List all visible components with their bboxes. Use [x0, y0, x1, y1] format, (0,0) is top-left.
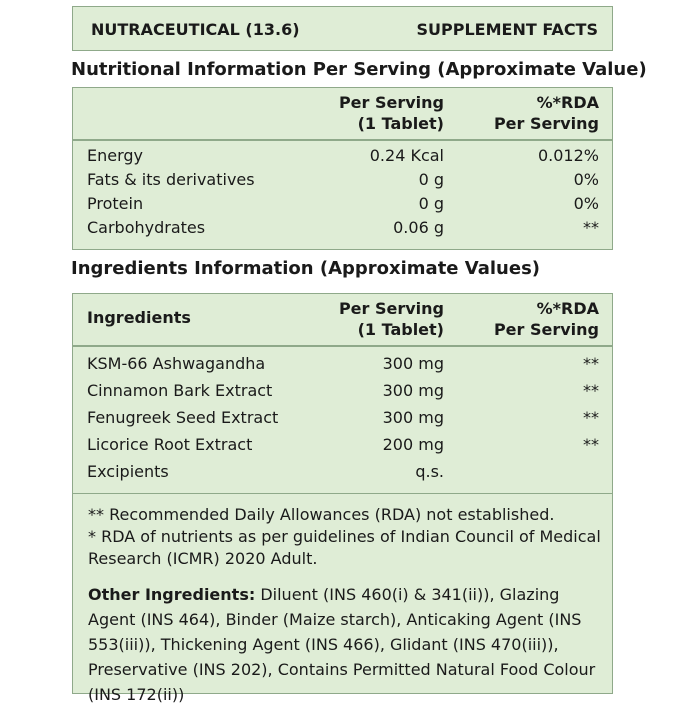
other-ingredients-label: Other Ingredients:: [88, 585, 256, 604]
rda-not-established-note: ** Recommended Daily Allowances (RDA) not established.: [88, 505, 555, 524]
serving-header-line1: Per Serving: [338, 93, 444, 112]
ingredient-row-label: Cinnamon Bark Extract: [87, 381, 273, 400]
ingredient-row-label: Licorice Root Extract: [87, 435, 253, 454]
ingredient-row-rda: **: [583, 381, 599, 400]
nutrition-rda-header: [494, 92, 599, 134]
nutrition-row-rda: **: [583, 218, 599, 237]
ingredients-serving-header: [339, 298, 444, 340]
ingredient-row-label: KSM-66 Ashwagandha: [87, 354, 266, 373]
supplement-facts-heading: SUPPLEMENT FACTS: [416, 20, 598, 39]
ingredients-title: Ingredients Information (Approximate Values): [71, 258, 541, 279]
nutrition-table: [72, 87, 613, 250]
ingredient-row-label: Excipients: [87, 462, 169, 481]
rda-guideline-note: * RDA of nutrients as per guidelines of Indian Council of Medical Research (ICMR) 2020 Adult.: [88, 527, 601, 568]
serving-header-line2: (1 Tablet): [357, 114, 444, 133]
serving-header-line1: Per Serving: [338, 299, 444, 318]
other-ingredients-text: Diluent (INS 460(i) & 341(ii)), Glazing Agent (INS 464), Binder (Maize starch), Anticaking Agent (INS 553(iii)), Thickening Agent (INS 466), Glidant (INS 470(iii)), Preservative (INS 202), Contains Permitted Natural Food Colour (INS 172(ii)): [88, 585, 596, 704]
nutrition-row-rda: 0%: [573, 194, 599, 213]
ingredients-name-header: Ingredients: [87, 308, 191, 327]
rda-header-line1: %*RDA: [536, 93, 599, 112]
ingredient-row-value: q.s.: [415, 462, 444, 481]
nutrition-row-label: Protein: [87, 194, 144, 213]
nutrition-row-value: 0 g: [418, 170, 444, 189]
ingredient-row-value: 300 mg: [382, 408, 444, 427]
nutrition-divider: [73, 139, 612, 141]
nutrition-row-label: Carbohydrates: [87, 218, 206, 237]
nutrition-row-value: 0 g: [418, 194, 444, 213]
other-ingredients: [88, 582, 606, 707]
nutrition-row-rda: 0%: [573, 170, 599, 189]
nutrition-row-value: 0.06 g: [393, 218, 444, 237]
ingredients-rda-header: [494, 298, 599, 340]
ingredient-row-value: 200 mg: [382, 435, 444, 454]
serving-header-line2: (1 Tablet): [357, 320, 444, 339]
product-category: NUTRACEUTICAL (13.6): [91, 20, 300, 39]
nutrition-title: Nutritional Information Per Serving (Approximate Value): [71, 59, 647, 80]
ingredient-row-rda: **: [583, 435, 599, 454]
header-box: [72, 6, 613, 51]
nutrition-row-rda: 0.012%: [537, 146, 599, 165]
ingredient-row-rda: **: [583, 408, 599, 427]
notes-box: [72, 493, 613, 704]
ingredient-row-value: 300 mg: [382, 381, 444, 400]
ingredient-row-rda: **: [583, 354, 599, 373]
ingredient-row-label: Fenugreek Seed Extract: [87, 408, 279, 427]
nutrition-row-value: 0.24 Kcal: [369, 146, 444, 165]
nutrition-row-label: Energy: [87, 146, 144, 165]
ingredients-table: [72, 293, 613, 494]
rda-header-line2: Per Serving: [493, 320, 599, 339]
nutrition-serving-header: [339, 92, 444, 134]
ingredient-row-value: 300 mg: [382, 354, 444, 373]
ingredients-divider: [73, 345, 612, 347]
rda-header-line2: Per Serving: [493, 114, 599, 133]
rda-header-line1: %*RDA: [536, 299, 599, 318]
nutrition-row-label: Fats & its derivatives: [87, 170, 255, 189]
